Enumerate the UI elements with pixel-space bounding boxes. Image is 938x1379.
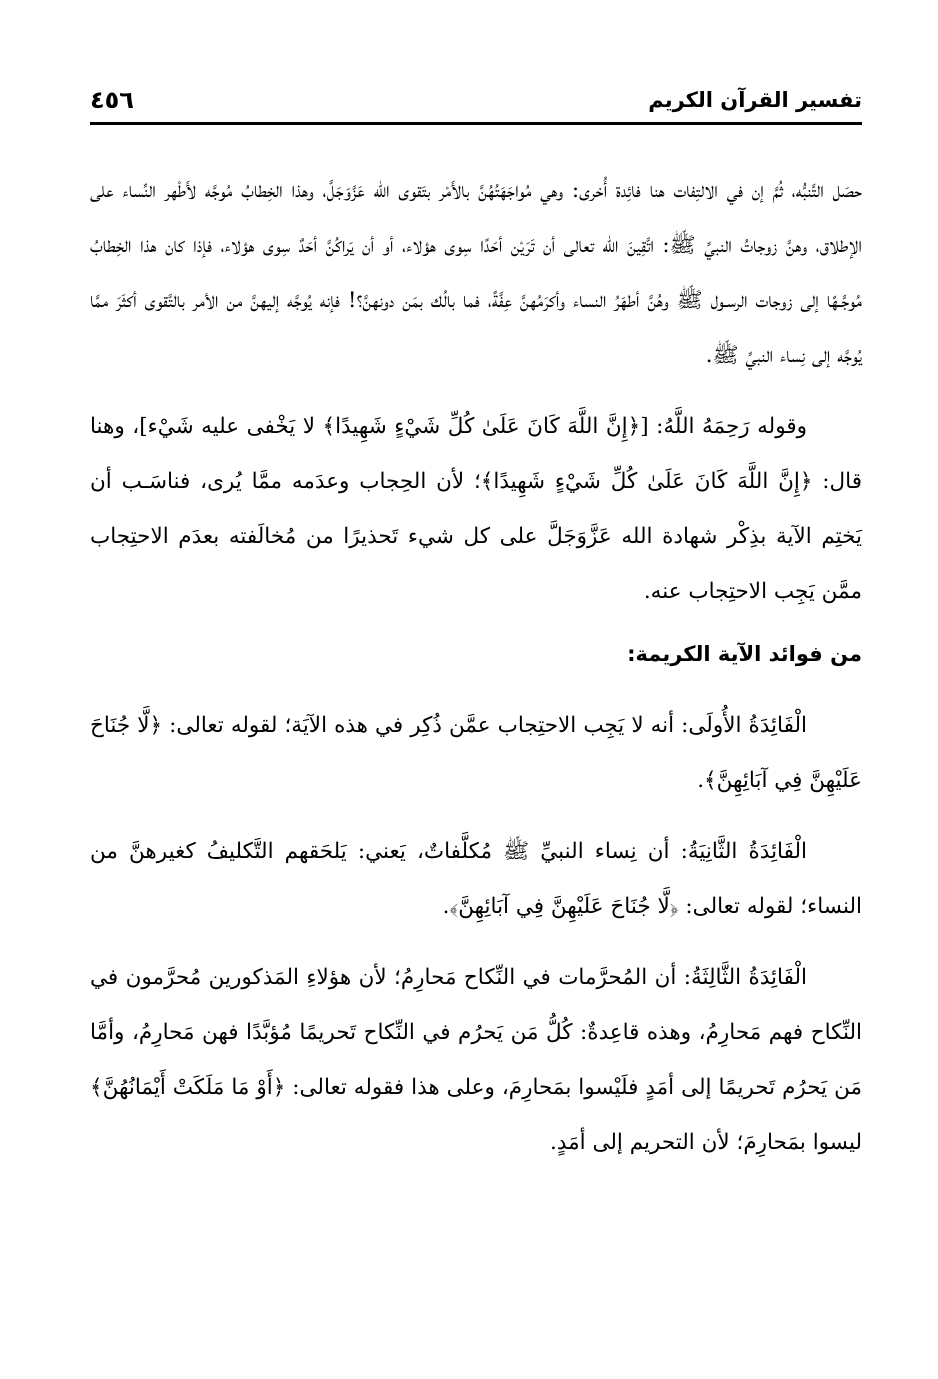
text-line: عَزَّوَجَلَّ، وهذا الخِطابُ مُوجَّه لأَطْهر النِّساء على الإطلاق، وهنَّ زوجاتُ النبيِّ ﷺ: — [90, 178, 862, 258]
page-number: ٤٥٦ — [90, 86, 134, 114]
text-line: أَيْمَانُهُنَّ﴾ ليسوا بمَحارِمَ؛ لأن التحريم إلى أمَدٍ. — [90, 1075, 862, 1155]
page-header — [90, 80, 862, 125]
benefit-second — [90, 824, 862, 934]
benefit-first — [90, 698, 862, 808]
text-line: الاحتِجاب ممَّن يَجِب الاحتِجاب عنه. — [90, 524, 862, 604]
text-line: الْفَائِدَةُ الأُولَى: أنه لا يَجِب الاحتِجاب عمَّن ذُكِر في هذه الآيَة؛ لقوله تعالى: — [169, 713, 807, 738]
paragraph-attention — [90, 163, 862, 383]
text-line: في النِّكاح فهم مَحارِمُ، وهذه قاعِدةٌ: كُلُّ مَن يَحرُم في النِّكاح تَحريمًا مُؤبَّدًا فهن مَحارِمُ، — [90, 965, 863, 1045]
text-line: الْفَائِدَةُ الثَّانِيَةُ: أن نِساء النبيِّ ﷺ مُكلَّفاتٌ، يَعني: يَلحَقهم التَّكليفُ كغيرهنَّ — [129, 839, 808, 864]
text-line: الْفَائِدَةُ الثَّالِثَةُ: أن المُحرَّمات في النِّكاح مَحارِمُ؛ لأن هؤلاءِ المَذكورين مُحرَّمون — [125, 965, 807, 990]
text-line: من النساء؛ لقوله تعالى: ﴿لَّا جُنَاحَ عَلَيْهِنَّ فِي آبَائِهِنَّ﴾. — [90, 839, 862, 919]
text-line: وأمَّا مَن يَحرُم تَحريمًا إلى أمَدٍ فلَيْسوا بمَحارِمَ، وعلى هذا فقوله تعالى: ﴿أَوْ مَا مَلَكَتْ — [90, 1020, 862, 1100]
benefit-third — [90, 950, 862, 1170]
paragraph-shahid — [90, 399, 862, 619]
body-text — [90, 163, 862, 1170]
text-line: ﴿لَّا جُنَاحَ عَلَيْهِنَّ فِي آبَائِهِنَّ﴾. — [90, 713, 862, 793]
text-line: اتَّقِينَ الله تعالى أن تَرَيْن أحَدًا سِوى هؤلاء، أو أن يَراكُنَّ أحَدٌ سِوى هؤلاء، فإذا كان — [165, 233, 654, 258]
text-line: النبيِّ ﷺ. — [705, 343, 774, 368]
text-line: وقوله رَحِمَهُ اللَّهُ: [﴿إِنَّ اللَّهَ كَانَ عَلَىٰ كُلِّ شَيْءٍ شَهِيدًا﴾ لا يَخْفى عليه شَيْء]، — [132, 414, 807, 439]
text-line: وهنا قال: ﴿إِنَّ اللَّهَ كَانَ عَلَىٰ كُلِّ شَيْءٍ شَهِيدًا﴾؛ لأن الحِجاب وعدَمه ممَّا يُرى، — [90, 414, 862, 494]
running-title: تفسير القرآن الكريم — [648, 88, 862, 112]
section-heading: من فوائد الآية الكريمة: — [627, 642, 862, 666]
text-line: حصَل التَّنبُّه، ثُمَّ إن في الالتِفات هنا فائِدة أُخرى: وهي مُواجَهَتُهُنَّ بالأَمْر بتَقوى الله — [373, 178, 863, 203]
book-page — [90, 80, 862, 1170]
text-line: فناسَـب أن يَختِم الآية بذِكْر شهادة الله عَزَّوَجَلَّ على كل شيء تَحذيرًا من مُخالَفته بعدَم — [90, 469, 862, 549]
text-line: فما بالُك بمَن دونهنَّ؟! فإنه يُوجَّه إليهنَّ من الأمر بالتَّقوى أكثَرَ ممَّا يُوجَّه إلى نِساء — [90, 288, 862, 368]
text-line: هذا الخِطابُ مُوجَّـهًا إلى زوجات الرسـول ﷺ وهُنَّ أطهَرُ النساء وأكرَمُهنَّ عِفَّةً، — [90, 233, 862, 313]
